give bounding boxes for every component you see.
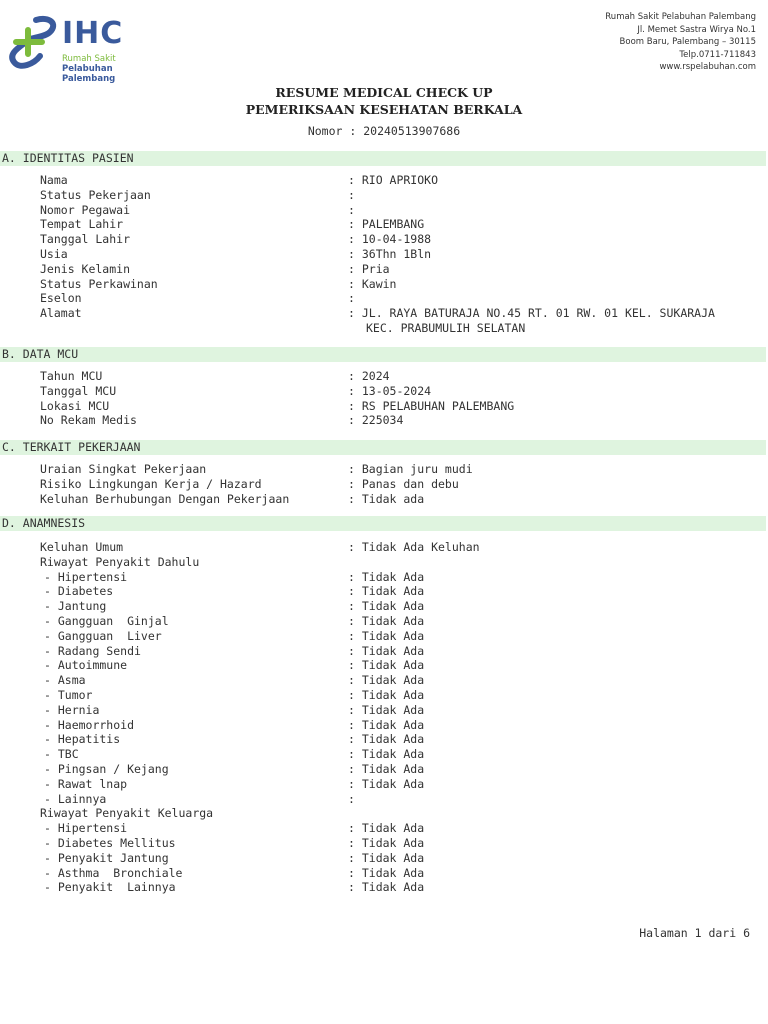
field-label: - Radang Sendi <box>44 644 141 658</box>
field-row <box>0 173 768 188</box>
field-value: : JL. RAYA BATURAJA NO.45 RT. 01 RW. 01 KEL. SUKARAJA <box>348 306 715 320</box>
field-value: : <box>348 792 355 806</box>
field-label: Nama <box>40 173 68 187</box>
field-label: - Autoimmune <box>44 658 128 672</box>
field-row <box>0 851 768 866</box>
field-label: Tahun MCU <box>40 369 103 383</box>
field-value: : Tidak Ada <box>348 777 425 791</box>
document-subtitle: PEMERIKSAAN KESEHATAN BERKALA <box>245 102 523 117</box>
field-value: : Pria <box>348 262 390 276</box>
field-label: - Hipertensi <box>44 570 128 584</box>
field-label: Nomor Pegawai <box>40 203 131 217</box>
field-label: - Gangguan Ginjal <box>44 614 169 628</box>
field-label: - Gangguan Liver <box>44 629 162 643</box>
field-label: Tanggal MCU <box>40 384 117 398</box>
section-header-data-mcu: B. DATA MCU <box>0 347 766 362</box>
field-row <box>0 399 768 414</box>
hospital-logo <box>6 14 166 84</box>
field-label: Lokasi MCU <box>40 399 110 413</box>
field-row <box>0 821 768 836</box>
field-row <box>0 369 768 384</box>
logo-subtitle-1: Rumah Sakit <box>62 54 116 64</box>
field-value: : RS PELABUHAN PALEMBANG <box>348 399 515 413</box>
field-row <box>0 540 768 555</box>
field-value: : Tidak Ada <box>348 644 425 658</box>
field-label: - Haemorrhoid <box>44 718 135 732</box>
field-value: : Tidak ada <box>348 492 425 506</box>
document-number: Nomor : 20240513907686 <box>307 124 461 138</box>
field-label: Status Perkawinan <box>40 277 158 291</box>
field-label: Riwayat Penyakit Dahulu <box>40 555 200 569</box>
field-row <box>0 880 768 895</box>
field-row <box>0 413 768 428</box>
field-row <box>0 599 768 614</box>
field-value: : Tidak Ada <box>348 718 425 732</box>
field-value: : Tidak Ada <box>348 584 425 598</box>
field-row <box>0 217 768 232</box>
field-value: : Tidak Ada <box>348 658 425 672</box>
field-value: : Tidak Ada <box>348 599 425 613</box>
field-value: : Tidak Ada <box>348 821 425 835</box>
field-label: Tanggal Lahir <box>40 232 131 246</box>
field-label: Riwayat Penyakit Keluarga <box>40 806 214 820</box>
field-value: : Tidak Ada <box>348 762 425 776</box>
field-row <box>0 777 768 792</box>
field-row <box>0 658 768 673</box>
field-label: Keluhan Berhubungan Dengan Pekerjaan <box>40 492 290 506</box>
field-label: Keluhan Umum <box>40 540 124 554</box>
field-row <box>0 492 768 507</box>
field-value: : 2024 <box>348 369 390 383</box>
website-link[interactable]: www.rspelabuhan.com <box>659 62 756 72</box>
field-row <box>0 262 768 277</box>
field-label: - Jantung <box>44 599 107 613</box>
field-value: : Tidak Ada <box>348 836 425 850</box>
field-value: : Tidak Ada <box>348 688 425 702</box>
field-value: : <box>348 203 355 217</box>
field-label: - TBC <box>44 747 79 761</box>
field-row <box>0 570 768 585</box>
field-row <box>0 584 768 599</box>
field-row <box>0 792 768 807</box>
field-label: - Pingsan / Kejang <box>44 762 169 776</box>
field-row <box>0 477 768 492</box>
field-row <box>0 762 768 777</box>
address-line: Jl. Memet Sastra Wirya No.1 <box>637 24 756 35</box>
field-label: - Penyakit Lainnya <box>44 880 176 894</box>
field-value: : Tidak Ada <box>348 629 425 643</box>
field-label: - Hernia <box>44 703 100 717</box>
field-row <box>0 644 768 659</box>
field-value: KEC. PRABUMULIH SELATAN <box>366 321 526 335</box>
field-value: : Bagian juru mudi <box>348 462 473 476</box>
field-row <box>0 806 768 821</box>
field-row <box>0 232 768 247</box>
hospital-address <box>605 11 756 74</box>
field-row <box>0 277 768 292</box>
field-label: - Hepatitis <box>44 732 121 746</box>
field-value: : Kawin <box>348 277 397 291</box>
logo-text: IHC <box>62 16 124 51</box>
field-value: : Tidak Ada <box>348 866 425 880</box>
field-row <box>0 718 768 733</box>
field-label: - Tumor <box>44 688 93 702</box>
field-row <box>0 384 768 399</box>
field-value: : 13-05-2024 <box>348 384 432 398</box>
field-label: - Diabetes <box>44 584 114 598</box>
field-label: Status Pekerjaan <box>40 188 151 202</box>
address-line: Rumah Sakit Pelabuhan Palembang <box>605 12 756 22</box>
field-row <box>0 555 768 570</box>
field-label: Eselon <box>40 291 82 305</box>
section-header-pekerjaan: C. TERKAIT PEKERJAAN <box>0 440 766 455</box>
field-value: : Tidak Ada <box>348 880 425 894</box>
logo-subtitle-2: Pelabuhan Palembang <box>62 64 116 84</box>
address-line: Telp.0711-711843 <box>679 49 756 60</box>
field-value: : Tidak Ada <box>348 703 425 717</box>
field-row <box>0 703 768 718</box>
field-label: Uraian Singkat Pekerjaan <box>40 462 207 476</box>
field-value: : Tidak Ada <box>348 747 425 761</box>
field-label: Usia <box>40 247 68 261</box>
field-value: : Tidak Ada <box>348 851 425 865</box>
field-row <box>0 291 768 306</box>
page-number: Halaman 1 dari 6 <box>639 926 750 940</box>
field-value: : Tidak Ada Keluhan <box>348 540 480 554</box>
field-row <box>0 673 768 688</box>
field-row <box>0 462 768 477</box>
field-value: : <box>348 291 355 305</box>
field-label: - Penyakit Jantung <box>44 851 169 865</box>
field-label: - Hipertensi <box>44 821 128 835</box>
field-label: - Lainnya <box>44 792 107 806</box>
logo-mark-icon <box>6 14 62 74</box>
field-value: : 225034 <box>348 413 404 427</box>
field-value: : 10-04-1988 <box>348 232 432 246</box>
document-title: RESUME MEDICAL CHECK UP <box>275 85 493 100</box>
address-line: Boom Baru, Palembang – 30115 <box>619 37 756 47</box>
field-label: No Rekam Medis <box>40 413 137 427</box>
field-value: : <box>348 188 355 202</box>
field-value: : 36Thn 1Bln <box>348 247 432 261</box>
field-value: : Panas dan debu <box>348 477 459 491</box>
field-label: - Asthma Bronchiale <box>44 866 183 880</box>
field-label: Alamat <box>40 306 82 320</box>
field-row <box>0 203 768 218</box>
field-value: : Tidak Ada <box>348 570 425 584</box>
field-row <box>0 747 768 762</box>
field-label: - Diabetes Mellitus <box>44 836 176 850</box>
field-row <box>0 866 768 881</box>
field-row <box>0 321 768 336</box>
field-row <box>0 614 768 629</box>
field-value: : Tidak Ada <box>348 732 425 746</box>
field-label: Jenis Kelamin <box>40 262 131 276</box>
field-row <box>0 629 768 644</box>
field-row <box>0 836 768 851</box>
field-row <box>0 732 768 747</box>
field-label: Risiko Lingkungan Kerja / Hazard <box>40 477 262 491</box>
field-row <box>0 247 768 262</box>
field-value: : PALEMBANG <box>348 217 425 231</box>
field-label: Tempat Lahir <box>40 217 124 231</box>
field-label: - Asma <box>44 673 86 687</box>
section-header-identitas: A. IDENTITAS PASIEN <box>0 151 766 166</box>
field-label: - Rawat lnap <box>44 777 128 791</box>
field-row <box>0 306 768 321</box>
section-header-anamnesis: D. ANAMNESIS <box>0 516 766 531</box>
field-value: : RIO APRIOKO <box>348 173 439 187</box>
field-value: : Tidak Ada <box>348 614 425 628</box>
field-row <box>0 188 768 203</box>
field-value: : Tidak Ada <box>348 673 425 687</box>
field-row <box>0 688 768 703</box>
